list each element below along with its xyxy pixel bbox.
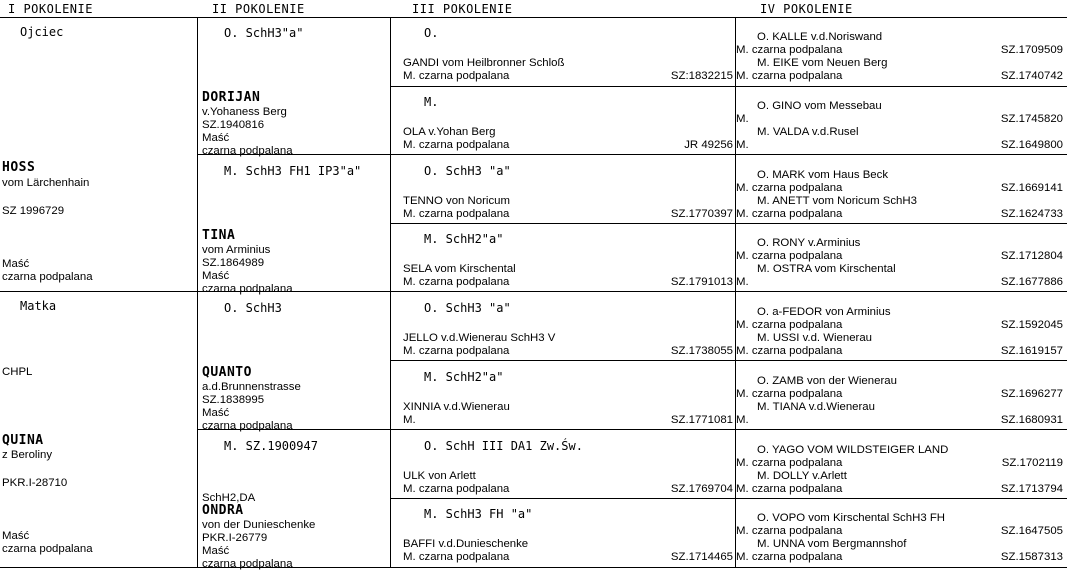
header-gen3: III POKOLENIE <box>412 2 513 16</box>
father-color-label: Maść <box>2 258 30 270</box>
gen2-registration: SZ.1940816 <box>202 119 265 131</box>
gen4-sire: O. KALLE v.d.Noriswand <box>757 31 883 43</box>
gen3-color: M. czarna podpalana <box>403 138 510 151</box>
gen4-sire-color: M. <box>736 112 749 125</box>
gen4-dam: M. ANETT vom Noricum SchH3 <box>757 194 917 207</box>
gen3-color: M. czarna podpalana <box>403 345 510 357</box>
gen3-registration: JR 49256 <box>684 138 733 151</box>
gen4-dam-registration: SZ.1649800 <box>1000 138 1063 151</box>
gen4-sire: O. VOPO vom Kirschental SchH3 FH <box>757 512 946 525</box>
gen3-registration: SZ:1832215 <box>670 70 733 82</box>
gen4-dam: M. EIKE vom Neuen Berg <box>757 57 888 69</box>
gen2-name: DORIJAN <box>202 90 261 105</box>
gen4-dam: M. OSTRA vom Kirschental <box>757 263 896 276</box>
header-gen4: IV POKOLENIE <box>760 2 853 16</box>
gen4-sire-registration: SZ.1702119 <box>1001 456 1063 469</box>
gen3-title: O. SchH3 "a" <box>424 301 511 315</box>
gen4-sire: O. MARK vom Haus Beck <box>757 168 889 181</box>
gen3-title: O. <box>424 26 439 40</box>
gen2-title: O. SchH3"a" <box>224 26 304 40</box>
gen4-sire: O. ZAMB von der Wienerau <box>757 374 897 387</box>
gen3-registration: SZ.1791013 <box>670 276 733 289</box>
mother-registration: PKR.I-28710 <box>2 477 68 489</box>
header-gen2: II POKOLENIE <box>212 2 305 16</box>
gen4-sire-registration: SZ.1709509 <box>1000 44 1063 56</box>
gen4-sire-registration: SZ.1592045 <box>1000 319 1063 331</box>
header-gen1: I POKOLENIE <box>8 2 93 16</box>
gen4-dam-color: M. <box>736 276 749 289</box>
gen2-color: czarna podpalana <box>202 420 293 432</box>
gen4-dam-color: M. czarna podpalana <box>736 207 843 220</box>
gen3-registration: SZ.1770397 <box>670 207 733 220</box>
gen4-sire-color: M. czarna podpalana <box>736 456 843 469</box>
gen3-color: M. czarna podpalana <box>403 207 510 220</box>
gen3-registration: SZ.1769704 <box>670 482 733 495</box>
father-color: czarna podpalana <box>2 271 93 283</box>
gen3-name: TENNO von Noricum <box>403 194 510 207</box>
gen3-registration: SZ.1771081 <box>670 413 733 426</box>
gen2-name: TINA <box>202 227 236 243</box>
gen4-sire: O. YAGO VOM WILDSTEIGER LAND <box>757 443 949 456</box>
gen4-dam: M. VALDA v.d.Rusel <box>757 125 859 138</box>
gen3-title: M. <box>424 94 439 109</box>
gen3-name: JELLO v.d.Wienerau SchH3 V <box>403 332 556 344</box>
gen2-color-label: Maść <box>202 407 230 419</box>
gen2-name: QUANTO <box>202 365 252 380</box>
gen3-title: M. SchH2"a" <box>424 232 504 247</box>
gen4-sire: O. RONY v.Arminius <box>757 237 861 250</box>
father-registration: SZ 1996729 <box>2 205 65 217</box>
gen3-registration: SZ.1738055 <box>670 345 733 357</box>
gen2-registration: PKR.I-26779 <box>202 531 268 544</box>
gen4-dam-registration: SZ.1587313 <box>1000 551 1063 564</box>
gen4-dam: M. UNNA vom Bergmannshof <box>757 538 907 551</box>
gen4-sire-color: M. czarna podpalana <box>736 250 843 263</box>
gen4-sire-color: M. czarna podpalana <box>736 525 843 538</box>
mother-kennel: z Beroliny <box>2 449 53 461</box>
row-divider-e3 <box>391 223 1067 224</box>
gen3-title: O. SchH III DA1 Zw.Św. <box>424 438 583 453</box>
row-divider-e5 <box>391 360 1067 361</box>
gen3-name: XINNIA v.d.Wienerau <box>403 400 510 413</box>
gen2-title: M. SchH3 FH1 IP3"a" <box>224 163 362 178</box>
gen3-color: M. czarna podpalana <box>403 482 510 495</box>
gen4-dam-color: M. <box>736 413 749 426</box>
gen2-color: czarna podpalana <box>202 145 293 157</box>
row-divider-q1 <box>198 154 1067 155</box>
gen4-sire-registration: SZ.1696277 <box>1000 387 1063 400</box>
row-divider-half <box>0 291 1067 292</box>
gen3-name: ULK von Arlett <box>403 469 476 482</box>
gen4-dam-color: M. czarna podpalana <box>736 70 843 82</box>
gen2-color-label: Maść <box>202 544 230 557</box>
gen4-dam-color: M. czarna podpalana <box>736 345 843 357</box>
gen4-sire-color: M. czarna podpalana <box>736 44 843 56</box>
mother-title: CHPL <box>2 366 33 378</box>
gen2-title: O. SchH3 <box>224 301 282 315</box>
row-divider-e7 <box>391 498 1067 499</box>
gen3-title: M. SchH2"a" <box>424 369 504 384</box>
gen4-sire-registration: SZ.1745820 <box>1000 112 1063 125</box>
gen3-color: M. <box>403 413 416 426</box>
gen3-color: M. czarna podpalana <box>403 551 510 564</box>
table-top-border <box>0 17 1067 18</box>
gen3-title: O. SchH3 "a" <box>424 163 511 178</box>
gen4-dam: M. TIANA v.d.Wienerau <box>757 400 875 413</box>
pedigree-table <box>0 17 1067 568</box>
gen4-dam-color: M. czarna podpalana <box>736 482 843 495</box>
gen3-color: M. czarna podpalana <box>403 276 510 289</box>
gen2-kennel: v.Yohaness Berg <box>202 106 287 118</box>
gen4-sire: O. GINO vom Messebau <box>757 99 882 112</box>
gen4-sire-color: M. czarna podpalana <box>736 319 843 331</box>
father-label: Ojciec <box>20 25 64 39</box>
row-divider-e1 <box>391 86 1067 87</box>
gen2-color: czarna podpalana <box>202 282 293 295</box>
row-divider-q3 <box>198 429 1067 430</box>
gen2-title: M. SZ.1900947 <box>224 438 318 453</box>
gen3-color: M. czarna podpalana <box>403 70 510 82</box>
gen2-name: ONDRA <box>202 502 244 518</box>
gen2-color: czarna podpalana <box>202 557 293 570</box>
gen3-title: M. SchH3 FH "a" <box>424 507 533 522</box>
gen4-sire-color: M. czarna podpalana <box>736 387 843 400</box>
gen4-sire-registration: SZ.1647505 <box>1000 525 1063 538</box>
gen4-dam-color: M. czarna podpalana <box>736 551 843 564</box>
gen4-dam-registration: SZ.1680931 <box>1000 413 1063 426</box>
gen4-dam-registration: SZ.1740742 <box>1000 70 1063 82</box>
gen4-dam-registration: SZ.1624733 <box>1000 207 1063 220</box>
gen4-dam-registration: SZ.1713794 <box>1000 482 1063 495</box>
gen4-sire-color: M. czarna podpalana <box>736 181 843 194</box>
mother-color: czarna podpalana <box>2 543 93 555</box>
table-bottom-border <box>0 567 1067 568</box>
gen4-sire-registration: SZ.1669141 <box>1000 181 1063 194</box>
gen4-dam-color: M. <box>736 138 749 151</box>
gen4-dam: M. DOLLY v.Arlett <box>757 469 847 482</box>
gen4-sire: O. a-FEDOR von Arminius <box>757 306 891 318</box>
gen4-sire-registration: SZ.1712804 <box>1000 250 1063 263</box>
gen3-name: GANDI vom Heilbronner Schloß <box>403 57 565 69</box>
mother-name: QUINA <box>2 433 44 448</box>
gen4-dam-registration: SZ.1677886 <box>1000 276 1063 289</box>
gen2-kennel: a.d.Brunnenstrasse <box>202 381 301 393</box>
gen2-kennel: von der Dunieschenke <box>202 518 316 531</box>
gen2-prefix: SchH2,DA <box>202 491 256 504</box>
gen4-dam-registration: SZ.1619157 <box>1000 345 1063 357</box>
father-kennel: vom Lärchenhain <box>2 177 90 189</box>
gen3-name: SELA vom Kirschental <box>403 263 516 276</box>
father-name: HOSS <box>2 160 36 175</box>
col-divider-1 <box>197 17 198 568</box>
gen4-dam: M. USSI v.d. Wienerau <box>757 332 872 344</box>
gen2-color-label: Maść <box>202 132 230 144</box>
gen2-registration: SZ.1838995 <box>202 394 265 406</box>
gen3-name: BAFFI v.d.Dunieschenke <box>403 538 529 551</box>
gen3-registration: SZ.1714465 <box>670 551 733 564</box>
mother-color-label: Maść <box>2 530 30 542</box>
gen2-registration: SZ.1864989 <box>202 256 265 269</box>
col-divider-2 <box>390 17 391 568</box>
gen2-color-label: Maść <box>202 269 230 282</box>
gen2-kennel: vom Arminius <box>202 243 271 256</box>
mother-label: Matka <box>20 299 57 313</box>
gen3-name: OLA v.Yohan Berg <box>403 125 496 138</box>
